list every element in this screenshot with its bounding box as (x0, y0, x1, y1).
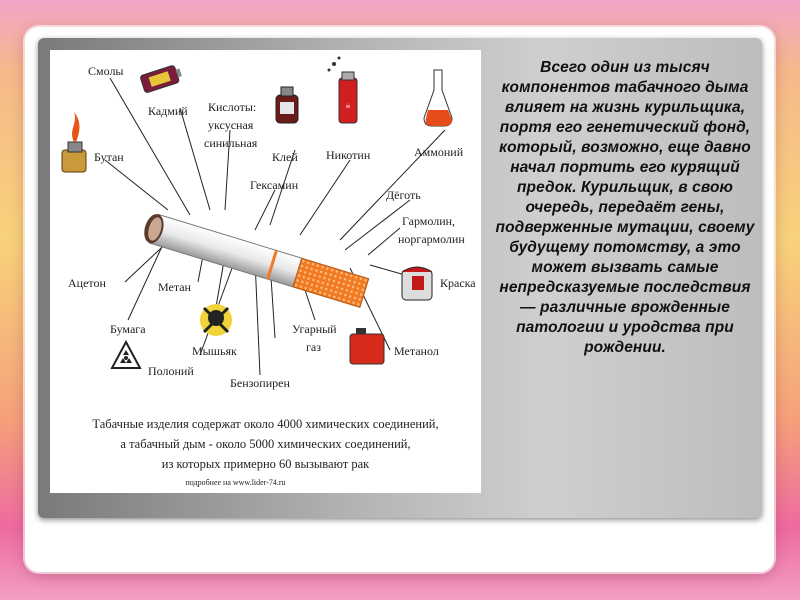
label-poloniy: Полоний (148, 364, 194, 378)
label-mysyak: Мышьяк (192, 344, 237, 358)
glue-bottle-icon (276, 87, 298, 123)
label-metan: Метан (158, 280, 191, 294)
label-norgarmolin: норгармолин (398, 232, 465, 246)
gas-can-icon (350, 328, 384, 364)
label-bumaga: Бумага (110, 322, 146, 336)
caption-line-2: а табачный дым - около 5000 химических соединений, (120, 437, 411, 451)
label-nikotin: Никотин (326, 148, 371, 162)
label-kisloty: Кислоты: (208, 100, 257, 114)
svg-text:☠: ☠ (345, 103, 351, 110)
label-kraska: Краска (440, 276, 476, 290)
label-geksamin: Гексамин (250, 178, 299, 192)
side-paragraph: Всего один из тысяч компонентов табачного дыма влияет на жизнь курильщика, портя его генетический фонд, который, возможно, еще давно начал портить его курящий предок. Курильщик, в свою очередь, передаёт гены, подверженные мутации, своему будущему потомству, а это может вызвать самые непредсказуемые последствия — различные врожденные патологии и уродства при рождении. (495, 59, 755, 356)
label-benzopiren: Бензопирен (230, 376, 290, 390)
label-kadmiy: Кадмий (148, 104, 188, 118)
label-gaz: газ (306, 340, 321, 354)
label-degot: Дёготь (386, 188, 421, 202)
label-aceton: Ацетон (68, 276, 106, 290)
label-klei: Клей (272, 150, 298, 164)
label-uksusnaya: уксусная (208, 118, 254, 132)
label-smoly: Смолы (88, 64, 124, 78)
paint-can-icon (402, 267, 432, 300)
label-metanol: Метанол (394, 344, 439, 358)
skull-icon (200, 304, 232, 336)
label-butan: Бутан (94, 150, 124, 164)
caption-line-3: из которых примерно 60 вызывают рак (161, 457, 370, 471)
cigarette-diagram (50, 50, 481, 493)
flask-icon (424, 70, 452, 126)
radiation-icon (112, 342, 140, 368)
label-ammoniy: Аммоний (414, 145, 464, 159)
battery-icon (140, 64, 184, 93)
spray-can-icon (328, 57, 358, 124)
lighter-icon (62, 112, 86, 172)
caption-source: подробнее на www.lider-74.ru (185, 478, 286, 487)
caption-line-1: Табачные изделия содержат около 4000 химических соединений, (92, 417, 439, 431)
label-garmolin: Гармолин, (402, 214, 456, 228)
label-ugarny: Угарный (292, 322, 337, 336)
label-sinilnaya: синильная (204, 136, 258, 150)
